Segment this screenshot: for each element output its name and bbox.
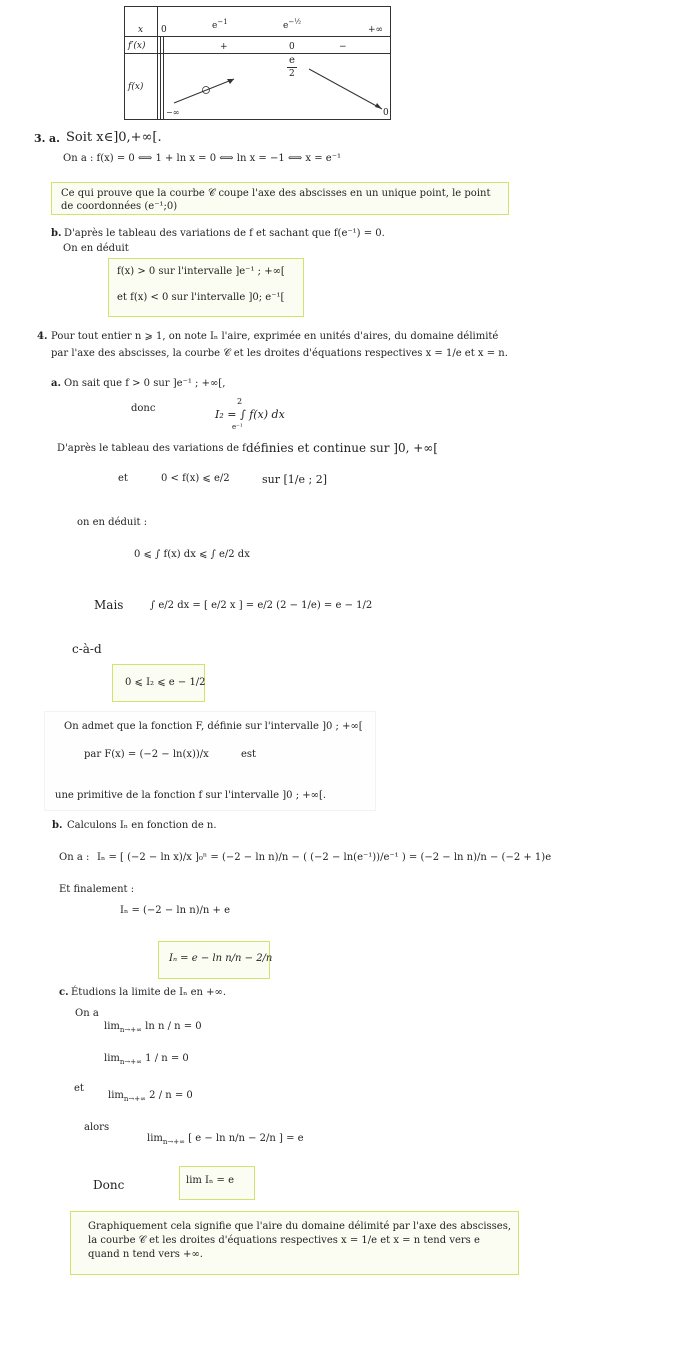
q4-admet-line3: une primitive de la fonction f sur l'intervalle ]0 ; +∞[.	[55, 790, 327, 801]
q4-intro-line1: Pour tout entier n ⩾ 1, on note Iₙ l'aire, exprimée en unités d'aires, du domaine délimité	[51, 331, 499, 342]
q4a-donc: donc	[131, 403, 156, 414]
q4a-deduit: on en déduit :	[77, 517, 148, 528]
q4b-ona: On a :	[59, 852, 90, 863]
q4a-text: On sait que f > 0 sur ]e⁻¹ ; +∞[,	[64, 378, 226, 389]
q4a-int-ineq: 0 ⩽ ∫ f(x) dx ⩽ ∫ e/2 dx	[134, 549, 250, 560]
q3a-label: a.	[49, 132, 60, 145]
q4c-lim2: $\lim_{n\to+\infty} 1 / n = 0$	[104, 1053, 189, 1066]
table-x-esqrt: $e^{-\frac{1}{2}}$	[283, 18, 301, 31]
q4c-alors: alors	[84, 1122, 110, 1133]
q4a-cad: c-à-d	[72, 642, 102, 656]
q3b-label: b.	[51, 228, 62, 239]
q4c-lim4: $\lim_{n\to+\infty}$ [ e − ln n/n − 2/n ] = e	[147, 1133, 304, 1146]
q4b-text: Calculons Iₙ en fonction de n.	[67, 820, 217, 831]
table-f-left: −∞	[166, 108, 180, 117]
q4c-text: Étudions la limite de Iₙ en +∞.	[71, 987, 227, 998]
q4a-sur: sur [1/e ; 2]	[262, 473, 327, 486]
q4-admet-est: est	[241, 749, 257, 760]
q4c-donc: Donc	[93, 1178, 125, 1192]
q4b-result: Iₙ = (−2 − ln n)/n + e	[120, 905, 231, 916]
q3b-box-line1: f(x) > 0 sur l'intervalle ]e⁻¹ ; +∞[	[117, 266, 285, 277]
q3b-text: D'après le tableau des variations de f et sachant que f(e⁻¹) = 0.	[64, 228, 385, 239]
q4-admet-line2: par F(x) = (−2 − ln(x))/x	[84, 749, 209, 760]
q3-label: 3.	[34, 132, 46, 145]
q4c-lim1: $\lim_{n\to+\infty} \ln n / n = 0$	[104, 1021, 202, 1034]
variation-table	[124, 6, 391, 120]
table-x-einv: $e^{-1}$	[212, 18, 228, 31]
table-x-inf: +∞	[368, 25, 384, 35]
q4a-mais: Mais	[94, 598, 124, 612]
table-row-x: x	[138, 25, 144, 35]
q4b-label: b.	[52, 820, 63, 831]
q4a-tab-big: définies et continue sur ]0, +∞[	[246, 441, 438, 455]
q4a-ineq: 0 < f(x) ⩽ e/2	[161, 473, 230, 484]
table-sign-zero: 0	[289, 42, 295, 52]
table-row-f: f(x)	[128, 82, 144, 92]
q3a-equation: On a : f(x) = 0 ⟺ 1 + ln x = 0 ⟺ ln x = −1 ⟺ x = e⁻¹	[63, 153, 341, 164]
table-sign-plus: +	[220, 42, 228, 52]
q3a-text: Soit x∈]0,+∞[.	[66, 130, 162, 145]
table-sign-minus: −	[339, 42, 347, 52]
q4a-calc: ∫ e/2 dx = [ e/2 x ] = e/2 (2 − 1/e) = e − 1/2	[150, 600, 373, 611]
q4-label: 4.	[37, 331, 48, 342]
q4a-I2-bounds: 2	[237, 397, 243, 406]
q4a-tab-text: D'après le tableau des variations de f	[57, 443, 246, 454]
table-row-fprime: f′(x)	[128, 41, 146, 51]
q3a-conclusion-text: Ce qui prouve que la courbe 𝒞 coupe l'axe des abscisses en un unique point, le point de coordonnées (e⁻¹;0)	[61, 188, 491, 212]
q3b-box-line2: et f(x) < 0 sur l'intervalle ]0; e⁻¹[	[117, 292, 285, 303]
q4a-I2: I₂ = ∫ f(x) dx	[215, 408, 285, 421]
q4c-et: et	[74, 1083, 84, 1094]
q4b-box-text: Iₙ = e − ln n/n − 2/n	[169, 953, 273, 964]
table-x-0: 0	[161, 25, 167, 35]
q4-admet-line1: On admet que la fonction F, définie sur l'intervalle ]0 ; +∞[	[64, 721, 363, 732]
q3b-deduit: On en déduit	[63, 243, 129, 254]
q4b-finalement: Et finalement :	[59, 884, 135, 895]
table-f-max-den: 2	[289, 69, 295, 79]
q4a-et: et	[118, 473, 128, 484]
table-f-max-num: e	[289, 55, 295, 66]
q4c-label: c.	[59, 987, 69, 998]
table-f-right: 0	[383, 108, 389, 118]
q4-intro-line2: par l'axe des abscisses, la courbe 𝒞 et les droites d'équations respectives x = 1/e et x = n.	[51, 348, 508, 359]
q4a-box-text: 0 ⩽ I₂ ⩽ e − 1/2	[125, 677, 206, 688]
final-conclusion-text: Graphiquement cela signifie que l'aire du domaine délimité par l'axe des abscisses, la courbe 𝒞 et les droites d'équations respectives x = 1/e et x = n tend vers e quand n tend vers +∞.	[88, 1221, 512, 1260]
q4c-box-text: lim Iₙ = e	[186, 1175, 234, 1186]
q4a-label: a.	[51, 378, 61, 389]
q4c-ona: On a	[75, 1008, 99, 1019]
q4b-calc: Iₙ = [ (−2 − ln x)/x ]₀ⁿ = (−2 − ln n)/n − ( (−2 − ln(e⁻¹))/e⁻¹ ) = (−2 − ln n)/n − (−2 + 1)e	[97, 852, 552, 863]
q4c-lim3: $\lim_{n\to+\infty} 2 / n = 0$	[108, 1090, 193, 1103]
q4a-I2-lower: e⁻¹	[232, 423, 243, 431]
